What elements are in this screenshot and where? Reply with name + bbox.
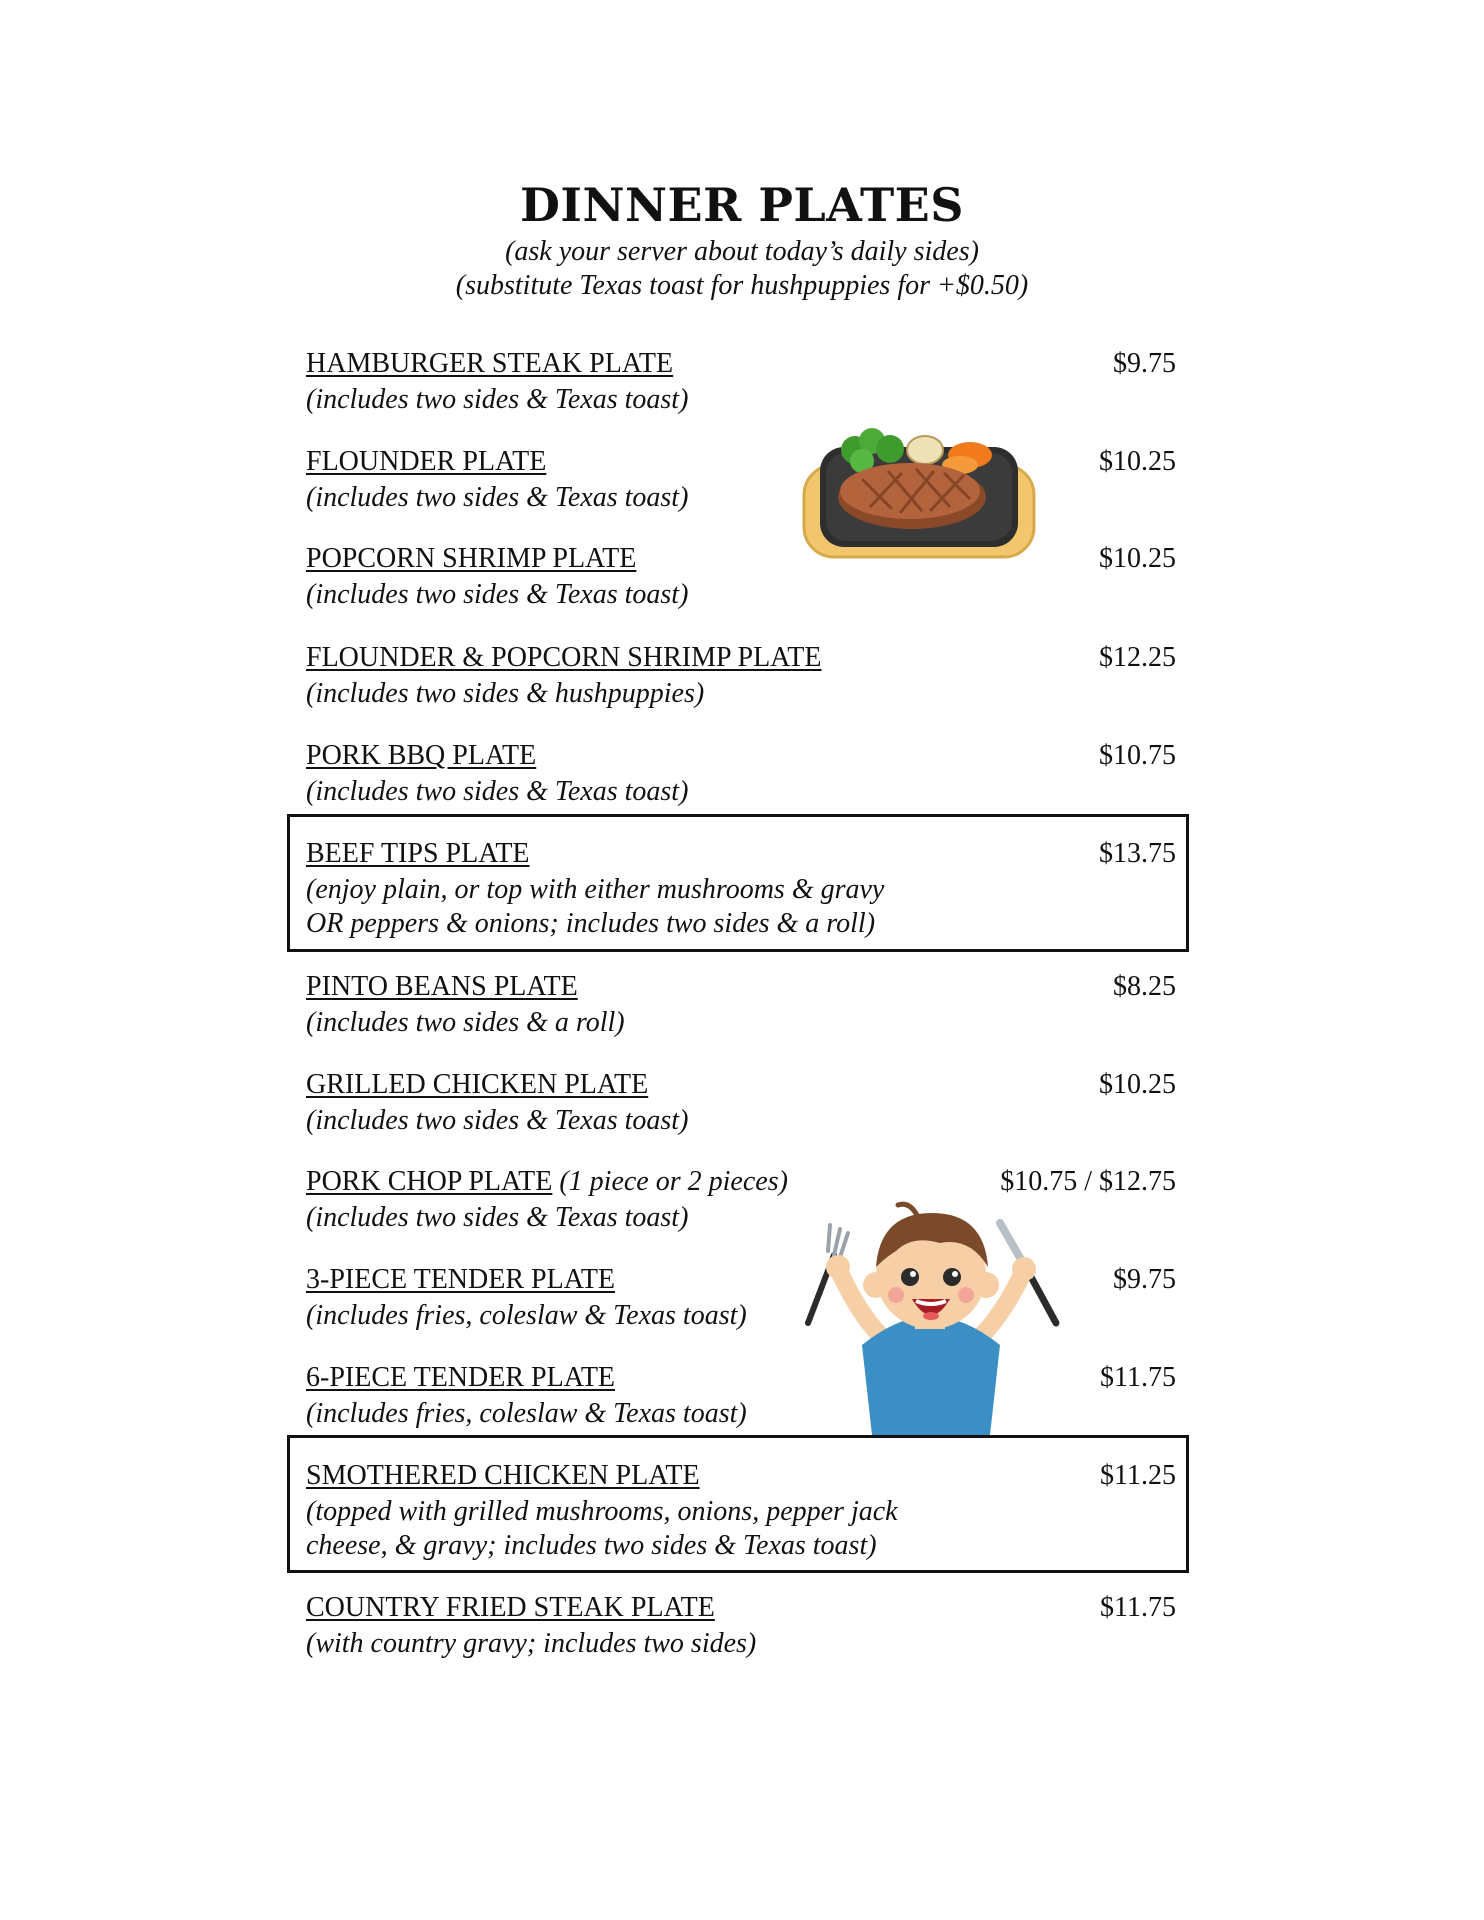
menu-item-description-line: (includes two sides & Texas toast) [306,482,689,513]
menu-item-title: PINTO BEANS PLATE [306,971,578,1002]
menu-item-name [306,971,578,1003]
menu-item-description-line: (includes two sides & Texas toast) [306,579,689,610]
menu-item [306,1069,1176,1145]
menu-item-description [306,481,688,515]
menu-item-description-line: (topped with grilled mushrooms, onions, pepper jack [306,1496,898,1527]
menu-item-description [306,383,688,417]
menu-item-description-line: (includes fries, coleslaw & Texas toast) [306,1300,747,1331]
menu-item-note: (1 piece or 2 pieces) [552,1166,788,1197]
menu-item-price: $8.25 [1113,971,1176,1002]
menu-item-name [306,1592,715,1624]
menu-item-price: $10.25 [1099,543,1176,574]
menu-item-price: $9.75 [1113,348,1176,379]
menu-item-description [306,775,688,809]
menu-item-description [306,1104,688,1138]
menu-item-title: COUNTRY FRIED STEAK PLATE [306,1592,715,1623]
menu-item-price: $11.75 [1100,1592,1176,1623]
menu-item-description-line: (includes two sides & Texas toast) [306,776,689,807]
menu-item-title: FLOUNDER & POPCORN SHRIMP PLATE [306,642,822,673]
menu-item [306,543,1176,619]
menu-item-description-line: (includes fries, coleslaw & Texas toast) [306,1398,747,1429]
menu-item-name [306,1460,700,1492]
menu-item-description-line: (with country gravy; includes two sides) [306,1628,757,1659]
menu-item-description [306,1299,747,1333]
menu-item-description [306,873,884,941]
menu-item-description-line: (includes two sides & Texas toast) [306,384,689,415]
menu-item-title: POPCORN SHRIMP PLATE [306,543,637,574]
menu-item-name [306,838,530,870]
menu-item-price: $13.75 [1099,838,1176,869]
menu-item-title: GRILLED CHICKEN PLATE [306,1069,649,1100]
menu-subtitle-substitution: (substitute Texas toast for hushpuppies for +$0.50) [455,270,1029,301]
menu-item [306,1592,1176,1668]
menu-item-name [306,543,636,575]
menu-item [306,642,1176,718]
menu-item [306,1460,1176,1570]
menu-item [306,1264,1176,1340]
menu-title: DINNER PLATES [520,178,964,232]
menu-item-price: $10.75 / $12.75 [1000,1166,1176,1197]
menu-item-description-line: OR peppers & onions; includes two sides & a roll) [306,908,876,939]
menu-item-name [306,740,536,772]
menu-item [306,446,1176,522]
menu-item-price: $12.25 [1099,642,1176,673]
menu-item [306,1362,1176,1438]
menu-item-description-line: (includes two sides & Texas toast) [306,1202,689,1233]
menu-item-description-line: cheese, & gravy; includes two sides & Texas toast) [306,1530,877,1561]
menu-item-name [306,446,546,478]
menu-subtitle-daily-sides: (ask your server about today’s daily sides) [505,236,979,267]
menu-item-title: 3-PIECE TENDER PLATE [306,1264,616,1295]
menu-item-description [306,1201,688,1235]
menu-item-price: $11.25 [1100,1460,1176,1491]
menu-item-description [306,1006,625,1040]
menu-item-title: PORK CHOP PLATE [306,1166,553,1197]
menu-item-name [306,1069,648,1101]
menu-item [306,971,1176,1047]
menu-item-name [306,348,673,380]
menu-item [306,740,1176,816]
menu-item-description [306,1397,747,1431]
menu-item [306,1166,1176,1242]
menu-item [306,348,1176,424]
menu-item-description-line: (includes two sides & a roll) [306,1007,625,1038]
menu-item-description [306,1495,898,1563]
menu-item-price: $10.25 [1099,1069,1176,1100]
menu-item [306,838,1176,948]
menu-item-description [306,578,688,612]
menu-item-description-line: (includes two sides & Texas toast) [306,1105,689,1136]
menu-item-price: $10.75 [1099,740,1176,771]
menu-item-title: BEEF TIPS PLATE [306,838,530,869]
menu-item-name [306,1166,788,1198]
menu-item-price: $9.75 [1113,1264,1176,1295]
menu-item-name [306,642,822,674]
menu-item-description-line: (includes two sides & hushpuppies) [306,678,705,709]
menu-item-title: HAMBURGER STEAK PLATE [306,348,674,379]
menu-item-name [306,1362,615,1394]
menu-item-price: $11.75 [1100,1362,1176,1393]
menu-item-description [306,1627,756,1661]
menu-item-name [306,1264,615,1296]
menu-item-title: PORK BBQ PLATE [306,740,537,771]
menu-item-title: FLOUNDER PLATE [306,446,547,477]
menu-item-price: $10.25 [1099,446,1176,477]
menu-item-title: SMOTHERED CHICKEN PLATE [306,1460,700,1491]
menu-item-title: 6-PIECE TENDER PLATE [306,1362,616,1393]
menu-item-description-line: (enjoy plain, or top with either mushrooms & gravy [306,874,885,905]
menu-item-description [306,677,704,711]
